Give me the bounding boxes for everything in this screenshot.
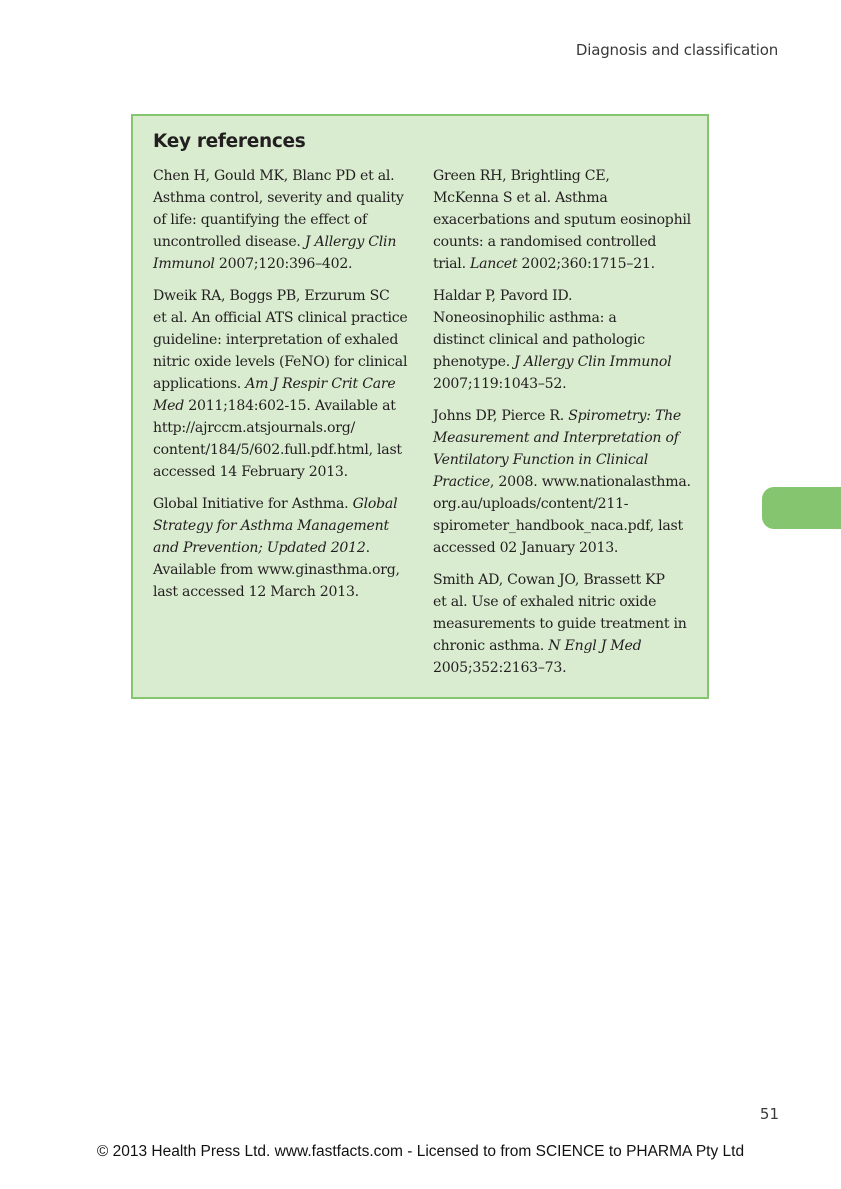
- page-number: 51: [759, 1105, 779, 1123]
- reference-text: org.au/uploads/content/211-: [433, 496, 629, 512]
- reference-line: [433, 165, 703, 187]
- reference-text: McKenna S et al. Asthma: [433, 190, 608, 206]
- reference-text: 2007;119:1043–52.: [433, 376, 567, 392]
- reference-text: Available from www.ginasthma.org,: [153, 562, 400, 578]
- key-references-title: Key references: [153, 131, 306, 152]
- reference-entry: [433, 569, 703, 679]
- reference-line: [433, 253, 703, 275]
- reference-text: accessed 02 January 2013.: [433, 540, 619, 556]
- reference-line: [433, 373, 703, 395]
- reference-text: , 2008. www.nationalasthma.: [489, 474, 691, 490]
- reference-italic-text: Ventilatory Function in Clinical: [433, 452, 649, 468]
- reference-entry: [433, 285, 703, 395]
- reference-line: [433, 405, 703, 427]
- reference-text: accessed 14 February 2013.: [153, 464, 348, 480]
- reference-entry: [153, 165, 417, 275]
- reference-line: [433, 537, 703, 559]
- reference-text: last accessed 12 March 2013.: [153, 584, 359, 600]
- reference-line: [153, 439, 417, 461]
- reference-text: nitric oxide levels (FeNO) for clinical: [153, 354, 408, 370]
- reference-text: Noneosinophilic asthma: a: [433, 310, 617, 326]
- reference-italic-text: Spirometry: The: [568, 408, 682, 424]
- reference-text: Johns DP, Pierce R.: [433, 408, 569, 424]
- reference-entry: [153, 493, 417, 603]
- reference-italic-text: Med: [153, 398, 185, 414]
- reference-text: Haldar P, Pavord ID.: [433, 288, 573, 304]
- chapter-tab: [762, 487, 841, 529]
- reference-text: counts: a randomised controlled: [433, 234, 657, 250]
- reference-line: [433, 187, 703, 209]
- copyright-footer: © 2013 Health Press Ltd. www.fastfacts.com - Licensed to from SCIENCE to PHARMA Pty Ltd: [96, 1143, 745, 1160]
- reference-line: [153, 515, 417, 537]
- reference-text: 2007;120:396–402.: [214, 256, 353, 272]
- reference-line: [153, 253, 417, 275]
- reference-entry: [433, 405, 703, 559]
- key-references-box: [131, 114, 709, 699]
- reference-line: [433, 493, 703, 515]
- reference-text: content/184/5/602.full.pdf.html, last: [153, 442, 402, 458]
- reference-italic-text: N Engl J Med: [548, 638, 642, 654]
- reference-line: [433, 635, 703, 657]
- reference-line: [433, 449, 703, 471]
- reference-text: distinct clinical and pathologic: [433, 332, 645, 348]
- references-column-right: [433, 165, 703, 689]
- reference-text: 2011;184:602-15. Available at: [184, 398, 396, 414]
- reference-line: [433, 351, 703, 373]
- reference-line: [433, 209, 703, 231]
- reference-text: 2002;360:1715–21.: [517, 256, 655, 272]
- reference-italic-text: and Prevention; Updated 2012: [153, 540, 366, 556]
- reference-text: Green RH, Brightling CE,: [433, 168, 610, 184]
- reference-line: [153, 307, 417, 329]
- references-column-left: [153, 165, 417, 613]
- reference-italic-text: J Allergy Clin: [304, 234, 397, 250]
- reference-line: [433, 285, 703, 307]
- reference-line: [153, 493, 417, 515]
- reference-text: Dweik RA, Boggs PB, Erzurum SC: [153, 288, 390, 304]
- reference-text: Global Initiative for Asthma.: [153, 496, 353, 512]
- reference-italic-text: Strategy for Asthma Management: [153, 518, 389, 534]
- reference-line: [433, 471, 703, 493]
- reference-text: applications.: [153, 376, 246, 392]
- reference-line: [153, 373, 417, 395]
- reference-text: trial.: [433, 256, 471, 272]
- reference-text: http://ajrccm.atsjournals.org/: [153, 420, 355, 436]
- reference-text: guideline: interpretation of exhaled: [153, 332, 399, 348]
- reference-line: [433, 427, 703, 449]
- reference-text: et al. An official ATS clinical practice: [153, 310, 408, 326]
- running-head: Diagnosis and classification: [575, 41, 778, 59]
- reference-line: [433, 657, 703, 679]
- reference-line: [153, 581, 417, 603]
- reference-italic-text: Global: [352, 496, 398, 512]
- reference-text: spirometer_handbook_naca.pdf, last: [433, 518, 683, 534]
- reference-line: [153, 559, 417, 581]
- reference-line: [153, 351, 417, 373]
- reference-line: [153, 285, 417, 307]
- reference-italic-text: Practice: [433, 474, 490, 490]
- reference-italic-text: Measurement and Interpretation of: [433, 430, 679, 446]
- reference-line: [153, 329, 417, 351]
- reference-text: Smith AD, Cowan JO, Brassett KP: [433, 572, 665, 588]
- reference-italic-text: Am J Respir Crit Care: [245, 376, 396, 392]
- reference-line: [153, 231, 417, 253]
- reference-text: uncontrolled disease.: [153, 234, 305, 250]
- reference-text: of life: quantifying the effect of: [153, 212, 367, 228]
- reference-text: chronic asthma.: [433, 638, 549, 654]
- reference-line: [153, 209, 417, 231]
- reference-text: et al. Use of exhaled nitric oxide: [433, 594, 657, 610]
- reference-text: .: [365, 540, 370, 556]
- reference-text: measurements to guide treatment in: [433, 616, 687, 632]
- reference-italic-text: Lancet: [470, 256, 518, 272]
- reference-line: [153, 417, 417, 439]
- reference-line: [433, 231, 703, 253]
- reference-text: 2005;352:2163–73.: [433, 660, 567, 676]
- reference-italic-text: J Allergy Clin Immunol: [514, 354, 672, 370]
- reference-line: [153, 461, 417, 483]
- reference-line: [153, 187, 417, 209]
- reference-line: [433, 613, 703, 635]
- reference-text: exacerbations and sputum eosinophil: [433, 212, 691, 228]
- reference-line: [433, 591, 703, 613]
- reference-text: phenotype.: [433, 354, 515, 370]
- reference-italic-text: Immunol: [153, 256, 215, 272]
- reference-line: [153, 395, 417, 417]
- reference-line: [433, 329, 703, 351]
- reference-line: [433, 515, 703, 537]
- reference-entry: [153, 285, 417, 483]
- reference-text: Asthma control, severity and quality: [153, 190, 404, 206]
- reference-line: [433, 569, 703, 591]
- reference-text: Chen H, Gould MK, Blanc PD et al.: [153, 168, 395, 184]
- reference-line: [153, 537, 417, 559]
- reference-line: [433, 307, 703, 329]
- reference-entry: [433, 165, 703, 275]
- reference-line: [153, 165, 417, 187]
